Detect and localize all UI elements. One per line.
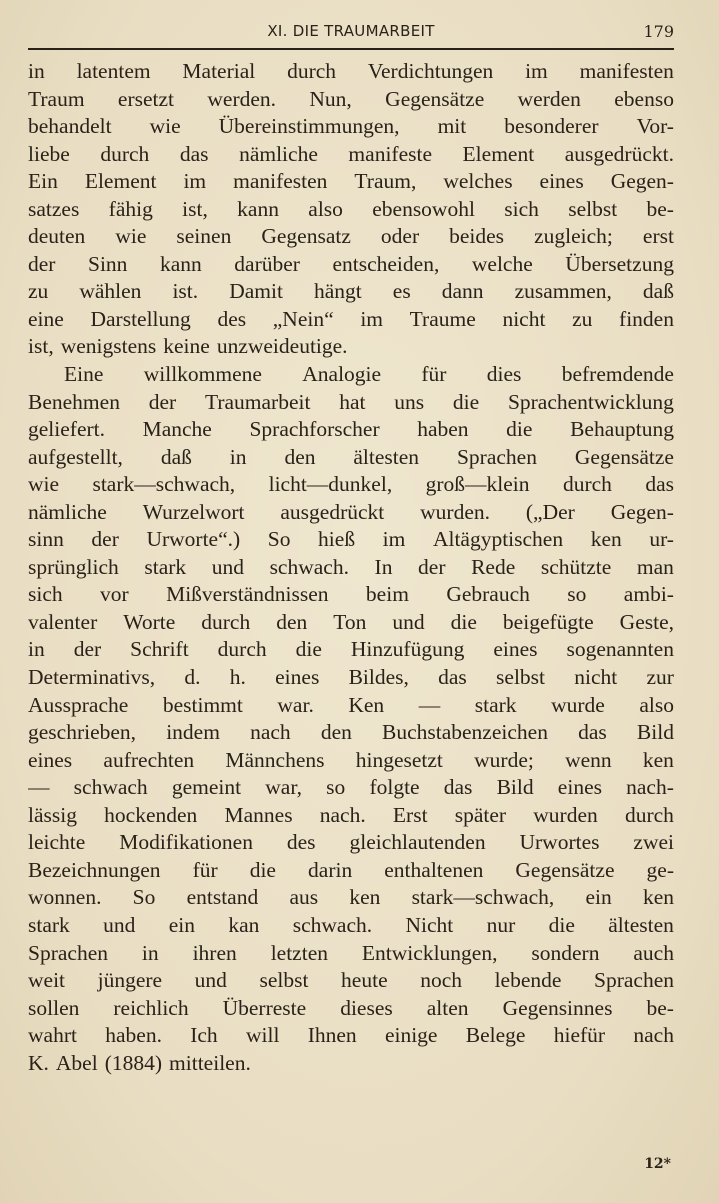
text-line: sich vor Mißverständnissen beim Gebrauch so ambi- [28,582,674,607]
text-line: eines aufrechten Männchens hingesetzt wurde; wenn ken [28,747,674,772]
body-text [28,58,674,1077]
text-line: behandelt wie Übereinstimmungen, mit besonderer Vor- [28,114,674,139]
text-line: lässig hockenden Mannes nach. Erst später wurden durch [28,802,674,827]
text-line: deuten wie seinen Gegensatz oder beides zugleich; erst [28,224,674,249]
text-line: geschrieben, indem nach den Buchstabenzeichen das Bild [28,720,674,745]
text-line: zu wählen ist. Damit hängt es dann zusammen, daß [28,279,674,304]
text-line: sollen reichlich Überreste dieses alten Gegensinnes be- [28,995,674,1020]
text-line: Traum ersetzt werden. Nun, Gegensätze werden ebenso [28,86,674,111]
signature-mark: 12* [644,1156,671,1172]
text-line: Eine willkommene Analogie für dies befremdende [64,362,674,387]
text-line: K. Abel (1884) mitteilen. [28,1050,251,1075]
text-line: leichte Modifikationen des gleichlautenden Urwortes zwei [28,830,674,855]
text-line: Benehmen der Traumarbeit hat uns die Sprachentwicklung [28,389,674,414]
text-line: Ein Element im manifesten Traum, welches eines Gegen- [28,169,674,194]
text-line: Determinativs, d. h. eines Bildes, das selbst nicht zur [28,665,674,690]
text-line: stark und ein kan schwach. Nicht nur die ältesten [28,912,674,937]
text-line: valenter Worte durch den Ton und die beigefügte Geste, [28,609,674,634]
text-line: nämliche Wurzelwort ausgedrückt wurden. („Der Gegen- [28,499,674,524]
text-line: aufgestellt, daß in den ältesten Sprachen Gegensätze [28,444,674,469]
text-line: satzes fähig ist, kann also ebensowohl sich selbst be- [28,196,674,221]
text-line: sinn der Urworte“.) So hieß im Altägyptischen ken ur- [28,527,674,552]
text-line: Sprachen in ihren letzten Entwicklungen, sondern auch [28,940,674,965]
header-rule [28,48,674,50]
text-line: eine Darstellung des „Nein“ im Traume nicht zu finden [28,306,674,331]
text-line: wie stark—schwach, licht—dunkel, groß—klein durch das [28,472,674,497]
text-line: sprünglich stark und schwach. In der Rede schützte man [28,554,674,579]
text-line: der Sinn kann darüber entscheiden, welche Übersetzung [28,251,674,276]
text-line: Aussprache bestimmt war. Ken — stark wurde also [28,692,674,717]
page-number: 179 [643,22,674,41]
text-line: ist, wenigstens keine unzweideutige. [28,334,348,359]
text-line: — schwach gemeint war, so folgte das Bild eines nach- [28,775,674,800]
text-line: liebe durch das nämliche manifeste Element ausgedrückt. [28,141,674,166]
text-line: weit jüngere und selbst heute noch lebende Sprachen [28,968,674,993]
text-line: wonnen. So entstand aus ken stark—schwach, ein ken [28,885,674,910]
running-header [28,22,674,46]
text-line: geliefert. Manche Sprachforscher haben die Behauptung [28,417,674,442]
text-line: Bezeichnungen für die darin enthaltenen Gegensätze ge- [28,857,674,882]
chapter-title: XI. DIE TRAUMARBEIT [267,22,435,40]
text-line: in der Schrift durch die Hinzufügung eines sogenannten [28,637,674,662]
text-line: wahrt haben. Ich will Ihnen einige Belege hiefür nach [28,1023,674,1048]
text-line: in latentem Material durch Verdichtungen im manifesten [28,59,674,83]
